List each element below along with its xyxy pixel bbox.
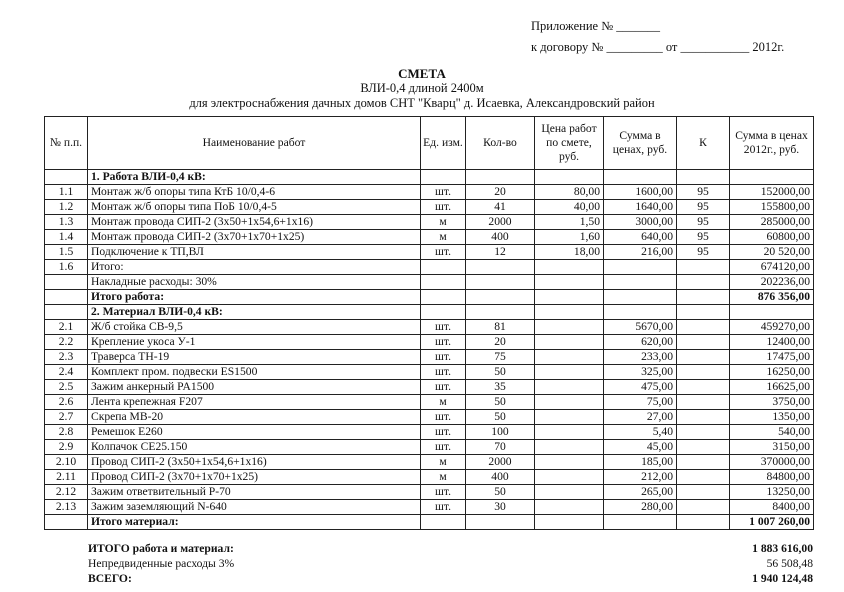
unit-cell: шт. xyxy=(421,500,466,515)
row-number: 2.11 xyxy=(45,470,88,485)
work-name: Подключение к ТП,ВЛ xyxy=(88,245,421,260)
table-row xyxy=(45,290,814,305)
coefficient-cell xyxy=(677,395,730,410)
coefficient-cell: 95 xyxy=(677,230,730,245)
quantity-cell: 2000 xyxy=(466,215,535,230)
total-2012-cell: 1350,00 xyxy=(730,410,814,425)
table-row xyxy=(45,230,814,245)
quantity-cell xyxy=(466,290,535,305)
total-2012-cell: 876 356,00 xyxy=(730,290,814,305)
unit-cell: шт. xyxy=(421,410,466,425)
work-name: Колпачок СЕ25.150 xyxy=(88,440,421,455)
row-number: 2.3 xyxy=(45,350,88,365)
coefficient-cell xyxy=(677,410,730,425)
quantity-cell: 81 xyxy=(466,320,535,335)
unit-cell: шт. xyxy=(421,440,466,455)
work-name: Монтаж ж/б опоры типа КтБ 10/0,4-6 xyxy=(88,185,421,200)
unit-cell xyxy=(421,515,466,530)
row-number: 2.5 xyxy=(45,380,88,395)
sum-cell: 475,00 xyxy=(604,380,677,395)
total-2012-cell: 1 007 260,00 xyxy=(730,515,814,530)
total-2012-cell: 8400,00 xyxy=(730,500,814,515)
table-row xyxy=(45,470,814,485)
price-cell xyxy=(535,260,604,275)
coefficient-cell: 95 xyxy=(677,245,730,260)
row-number: 2.4 xyxy=(45,365,88,380)
sum-cell: 620,00 xyxy=(604,335,677,350)
price-cell xyxy=(535,485,604,500)
row-number: 2.1 xyxy=(45,320,88,335)
coefficient-cell xyxy=(677,515,730,530)
estimate-table xyxy=(44,116,814,530)
row-number: 1.5 xyxy=(45,245,88,260)
unit-cell xyxy=(421,305,466,320)
unit-cell xyxy=(421,290,466,305)
sum-cell: 5670,00 xyxy=(604,320,677,335)
unit-cell: шт. xyxy=(421,350,466,365)
summary-label: ИТОГО работа и материал: xyxy=(88,542,234,555)
total-2012-cell: 459270,00 xyxy=(730,320,814,335)
summary-value: 1 883 616,00 xyxy=(752,542,813,555)
price-cell xyxy=(535,425,604,440)
price-cell xyxy=(535,395,604,410)
summary-label: ВСЕГО: xyxy=(88,572,132,585)
unit-cell: шт. xyxy=(421,380,466,395)
work-name: Зажим анкерный PA1500 xyxy=(88,380,421,395)
quantity-cell: 75 xyxy=(466,350,535,365)
appendix-block xyxy=(531,16,784,58)
total-2012-cell: 540,00 xyxy=(730,425,814,440)
total-2012-cell: 3150,00 xyxy=(730,440,814,455)
price-cell: 1,50 xyxy=(535,215,604,230)
sum-cell: 1640,00 xyxy=(604,200,677,215)
table-row xyxy=(45,425,814,440)
document-subtitle: ВЛИ-0,4 длиной 2400м xyxy=(360,81,484,95)
quantity-cell: 12 xyxy=(466,245,535,260)
quantity-cell: 50 xyxy=(466,485,535,500)
quantity-cell: 50 xyxy=(466,365,535,380)
total-2012-cell: 16625,00 xyxy=(730,380,814,395)
work-name: 2. Материал ВЛИ-0,4 кВ: xyxy=(88,305,421,320)
row-number: 1.4 xyxy=(45,230,88,245)
row-number: 2.10 xyxy=(45,455,88,470)
unit-cell: м xyxy=(421,470,466,485)
sum-cell xyxy=(604,515,677,530)
work-name: Комплект пром. подвески ES1500 xyxy=(88,365,421,380)
work-name: Скрепа МВ-20 xyxy=(88,410,421,425)
header-k: К xyxy=(677,117,730,170)
unit-cell: шт. xyxy=(421,320,466,335)
table-row xyxy=(45,185,814,200)
table-row xyxy=(45,245,814,260)
work-name: Зажим ответвительный Р-70 xyxy=(88,485,421,500)
row-number xyxy=(45,290,88,305)
price-cell xyxy=(535,350,604,365)
row-number: 2.8 xyxy=(45,425,88,440)
document-title: СМЕТА xyxy=(398,66,446,81)
total-2012-cell: 285000,00 xyxy=(730,215,814,230)
total-2012-cell: 60800,00 xyxy=(730,230,814,245)
coefficient-cell xyxy=(677,485,730,500)
price-cell xyxy=(535,365,604,380)
sum-cell: 280,00 xyxy=(604,500,677,515)
unit-cell: шт. xyxy=(421,365,466,380)
summary-row xyxy=(44,571,813,586)
price-cell xyxy=(535,455,604,470)
unit-cell: шт. xyxy=(421,185,466,200)
header-price: Цена работ по смете, руб. xyxy=(535,117,604,170)
table-row xyxy=(45,500,814,515)
title-block xyxy=(0,66,844,111)
price-cell: 18,00 xyxy=(535,245,604,260)
header-num: № п.п. xyxy=(45,117,88,170)
header-name: Наименование работ xyxy=(88,117,421,170)
summary-block xyxy=(44,541,813,586)
sum-cell: 27,00 xyxy=(604,410,677,425)
table-row xyxy=(45,350,814,365)
total-2012-cell: 16250,00 xyxy=(730,365,814,380)
row-number xyxy=(45,170,88,185)
work-name: Лента крепежная F207 xyxy=(88,395,421,410)
sum-cell: 212,00 xyxy=(604,470,677,485)
header-sum: Сумма в ценах, руб. xyxy=(604,117,677,170)
quantity-cell: 20 xyxy=(466,185,535,200)
row-number: 2.13 xyxy=(45,500,88,515)
row-number: 1.2 xyxy=(45,200,88,215)
quantity-cell: 100 xyxy=(466,425,535,440)
sum-cell: 265,00 xyxy=(604,485,677,500)
unit-cell xyxy=(421,170,466,185)
price-cell xyxy=(535,290,604,305)
coefficient-cell xyxy=(677,470,730,485)
price-cell xyxy=(535,335,604,350)
coefficient-cell: 95 xyxy=(677,200,730,215)
total-2012-cell: 84800,00 xyxy=(730,470,814,485)
row-number xyxy=(45,275,88,290)
unit-cell: м xyxy=(421,230,466,245)
quantity-cell: 20 xyxy=(466,335,535,350)
total-2012-cell xyxy=(730,305,814,320)
coefficient-cell xyxy=(677,365,730,380)
table-row xyxy=(45,200,814,215)
total-2012-cell: 370000,00 xyxy=(730,455,814,470)
price-cell xyxy=(535,470,604,485)
quantity-cell xyxy=(466,305,535,320)
coefficient-cell: 95 xyxy=(677,215,730,230)
coefficient-cell xyxy=(677,380,730,395)
row-number xyxy=(45,305,88,320)
sum-cell xyxy=(604,290,677,305)
table-row xyxy=(45,320,814,335)
price-cell xyxy=(535,410,604,425)
coefficient-cell xyxy=(677,260,730,275)
header-sum-2012: Сумма в ценах 2012г., руб. xyxy=(730,117,814,170)
row-number: 1.3 xyxy=(45,215,88,230)
table-row xyxy=(45,395,814,410)
work-name: Накладные расходы: 30% xyxy=(88,275,421,290)
row-number: 2.6 xyxy=(45,395,88,410)
summary-label: Непредвиденные расходы 3% xyxy=(88,557,235,570)
row-number: 2.7 xyxy=(45,410,88,425)
row-number: 2.9 xyxy=(45,440,88,455)
sum-cell: 3000,00 xyxy=(604,215,677,230)
unit-cell: м xyxy=(421,395,466,410)
table-row xyxy=(45,365,814,380)
quantity-cell: 400 xyxy=(466,470,535,485)
price-cell: 40,00 xyxy=(535,200,604,215)
sum-cell xyxy=(604,260,677,275)
summary-row xyxy=(44,556,813,571)
sum-cell xyxy=(604,305,677,320)
table-header-row xyxy=(45,117,814,170)
quantity-cell: 41 xyxy=(466,200,535,215)
section-row xyxy=(45,170,814,185)
unit-cell xyxy=(421,275,466,290)
row-number: 1.6 xyxy=(45,260,88,275)
price-cell xyxy=(535,275,604,290)
table-row xyxy=(45,380,814,395)
summary-value: 1 940 124,48 xyxy=(752,572,813,585)
sum-cell xyxy=(604,170,677,185)
total-2012-cell: 20 520,00 xyxy=(730,245,814,260)
sum-cell: 5,40 xyxy=(604,425,677,440)
price-cell xyxy=(535,320,604,335)
quantity-cell xyxy=(466,275,535,290)
quantity-cell xyxy=(466,170,535,185)
coefficient-cell xyxy=(677,335,730,350)
coefficient-cell xyxy=(677,275,730,290)
work-name: Провод СИП-2 (3х50+1х54,6+1х16) xyxy=(88,455,421,470)
price-cell xyxy=(535,380,604,395)
table-row xyxy=(45,215,814,230)
work-name: Итого материал: xyxy=(88,515,421,530)
price-cell xyxy=(535,305,604,320)
price-cell xyxy=(535,170,604,185)
work-name: Итого работа: xyxy=(88,290,421,305)
total-2012-cell: 17475,00 xyxy=(730,350,814,365)
price-cell: 80,00 xyxy=(535,185,604,200)
table-row xyxy=(45,515,814,530)
price-cell xyxy=(535,515,604,530)
sum-cell: 233,00 xyxy=(604,350,677,365)
table-row xyxy=(45,275,814,290)
unit-cell: шт. xyxy=(421,245,466,260)
quantity-cell xyxy=(466,515,535,530)
price-cell xyxy=(535,500,604,515)
quantity-cell: 70 xyxy=(466,440,535,455)
quantity-cell: 50 xyxy=(466,410,535,425)
unit-cell: шт. xyxy=(421,200,466,215)
total-2012-cell: 13250,00 xyxy=(730,485,814,500)
unit-cell: шт. xyxy=(421,485,466,500)
quantity-cell: 400 xyxy=(466,230,535,245)
summary-row xyxy=(44,541,813,556)
total-2012-cell: 155800,00 xyxy=(730,200,814,215)
sum-cell: 640,00 xyxy=(604,230,677,245)
work-name: Монтаж ж/б опоры типа ПоБ 10/0,4-5 xyxy=(88,200,421,215)
document-purpose: для электроснабжения дачных домов СНТ "Кварц" д. Исаевка, Александровский район xyxy=(189,96,655,110)
row-number: 1.1 xyxy=(45,185,88,200)
header-unit: Ед. изм. xyxy=(421,117,466,170)
header-qty: Кол-во xyxy=(466,117,535,170)
row-number: 2.12 xyxy=(45,485,88,500)
coefficient-cell xyxy=(677,290,730,305)
coefficient-cell xyxy=(677,305,730,320)
sum-cell xyxy=(604,275,677,290)
total-2012-cell xyxy=(730,170,814,185)
total-2012-cell: 12400,00 xyxy=(730,335,814,350)
work-name: Зажим заземляющий N-640 xyxy=(88,500,421,515)
table-row xyxy=(45,440,814,455)
total-2012-cell: 674120,00 xyxy=(730,260,814,275)
quantity-cell: 50 xyxy=(466,395,535,410)
unit-cell: м xyxy=(421,455,466,470)
coefficient-cell xyxy=(677,320,730,335)
coefficient-cell xyxy=(677,170,730,185)
table-row xyxy=(45,455,814,470)
price-cell: 1,60 xyxy=(535,230,604,245)
work-name: Итого: xyxy=(88,260,421,275)
work-name: Ж/б стойка СВ-9,5 xyxy=(88,320,421,335)
quantity-cell: 30 xyxy=(466,500,535,515)
sum-cell: 216,00 xyxy=(604,245,677,260)
sum-cell: 1600,00 xyxy=(604,185,677,200)
summary-value: 56 508,48 xyxy=(766,557,813,570)
total-2012-cell: 3750,00 xyxy=(730,395,814,410)
section-row xyxy=(45,305,814,320)
work-name: Монтаж провода СИП-2 (3х70+1х70+1х25) xyxy=(88,230,421,245)
coefficient-cell xyxy=(677,455,730,470)
sum-cell: 325,00 xyxy=(604,365,677,380)
row-number xyxy=(45,515,88,530)
work-name: Ремешок Е260 xyxy=(88,425,421,440)
coefficient-cell xyxy=(677,500,730,515)
sum-cell: 45,00 xyxy=(604,440,677,455)
unit-cell: м xyxy=(421,215,466,230)
quantity-cell: 35 xyxy=(466,380,535,395)
table-row xyxy=(45,485,814,500)
work-name: Траверса ТН-19 xyxy=(88,350,421,365)
price-cell xyxy=(535,440,604,455)
total-2012-cell: 152000,00 xyxy=(730,185,814,200)
quantity-cell: 2000 xyxy=(466,455,535,470)
coefficient-cell xyxy=(677,350,730,365)
unit-cell: шт. xyxy=(421,335,466,350)
work-name: Крепление укоса У-1 xyxy=(88,335,421,350)
appendix-number: Приложение № _______ xyxy=(531,19,661,33)
sum-cell: 75,00 xyxy=(604,395,677,410)
total-2012-cell: 202236,00 xyxy=(730,275,814,290)
unit-cell: шт. xyxy=(421,425,466,440)
row-number: 2.2 xyxy=(45,335,88,350)
quantity-cell xyxy=(466,260,535,275)
work-name: Провод СИП-2 (3х70+1х70+1х25) xyxy=(88,470,421,485)
sum-cell: 185,00 xyxy=(604,455,677,470)
table-row xyxy=(45,260,814,275)
coefficient-cell xyxy=(677,425,730,440)
work-name: 1. Работа ВЛИ-0,4 кВ: xyxy=(88,170,421,185)
work-name: Монтаж провода СИП-2 (3х50+1х54,6+1х16) xyxy=(88,215,421,230)
coefficient-cell: 95 xyxy=(677,185,730,200)
unit-cell xyxy=(421,260,466,275)
contract-reference: к договору № _________ от ___________ 2012г. xyxy=(531,40,785,54)
coefficient-cell xyxy=(677,440,730,455)
table-row xyxy=(45,410,814,425)
table-row xyxy=(45,335,814,350)
